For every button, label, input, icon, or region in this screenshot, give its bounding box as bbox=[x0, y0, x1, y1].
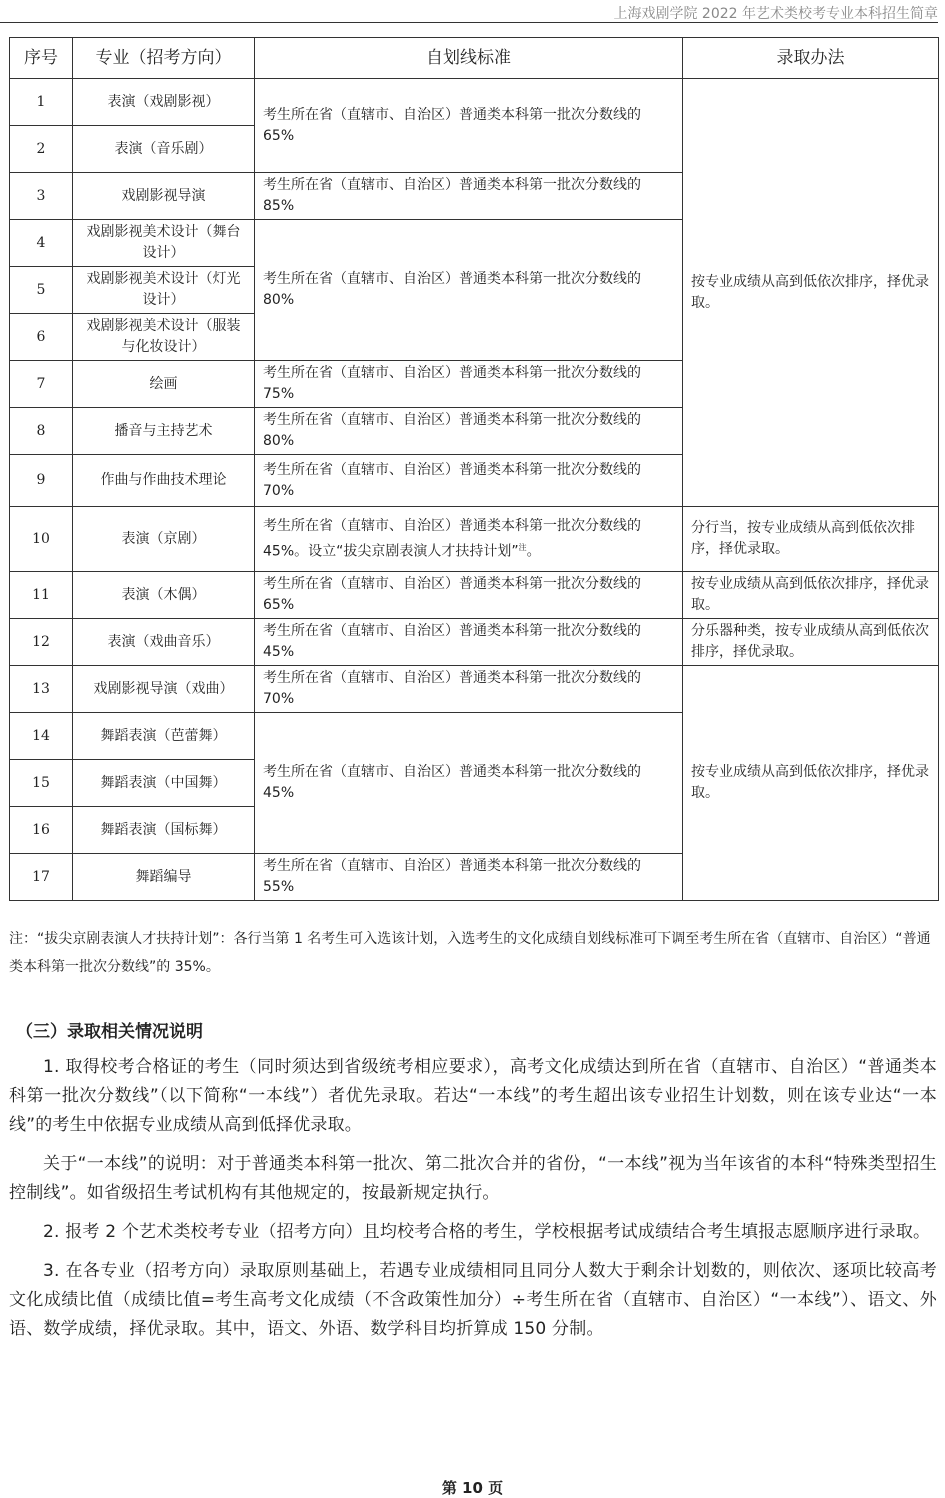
header-no: 序号 bbox=[10, 38, 73, 79]
row-no: 4 bbox=[10, 220, 73, 267]
row-no: 6 bbox=[10, 314, 73, 361]
row-standard: 考生所在省（直辖市、自治区）普通类本科第一批次分数线的 85% bbox=[255, 173, 683, 220]
row-no: 2 bbox=[10, 126, 73, 173]
section-body bbox=[9, 1053, 937, 1354]
row-standard: 考生所在省（直辖市、自治区）普通类本科第一批次分数线的 75% bbox=[255, 361, 683, 408]
paragraph: 2. 报考 2 个艺术类校考专业（招考方向）且均校考合格的考生，学校根据考试成绩结合考生填报志愿顺序进行录取。 bbox=[43, 1222, 931, 1242]
page-header bbox=[0, 0, 938, 23]
row-major: 戏剧影视美术设计（灯光设计） bbox=[73, 267, 255, 314]
row-major: 戏剧影视美术设计（舞台设计） bbox=[73, 220, 255, 267]
row-major: 舞蹈表演（国标舞） bbox=[73, 807, 255, 854]
standard-text: 考生所在省（直辖市、自治区）普通类本科第一批次分数线的 45%。设立“拔尖京剧表演人才扶持计划” bbox=[263, 517, 641, 560]
row-major: 戏剧影视导演（戏曲） bbox=[73, 666, 255, 713]
table-row bbox=[10, 572, 939, 619]
row-no: 5 bbox=[10, 267, 73, 314]
header-major: 专业（招考方向） bbox=[73, 38, 255, 79]
row-no: 10 bbox=[10, 507, 73, 572]
row-standard: 考生所在省（直辖市、自治区）普通类本科第一批次分数线的 80% bbox=[255, 408, 683, 455]
admission-table bbox=[9, 37, 939, 901]
row-no: 11 bbox=[10, 572, 73, 619]
row-standard bbox=[255, 507, 683, 572]
paragraph: 1. 取得校考合格证的考生（同时须达到省级统考相应要求），高考文化成绩达到所在省（直辖市、自治区）“普通类本科第一批次分数线”（以下简称“一本线”）者优先录取。若达“一本线”的考生超出该专业招生计划数，则在该专业达“一本线”的考生中依据专业成绩从高到低择优录取。 bbox=[9, 1057, 937, 1135]
row-major: 表演（戏曲音乐） bbox=[73, 619, 255, 666]
row-method: 按专业成绩从高到低依次排序，择优录取。 bbox=[683, 572, 939, 619]
table-row bbox=[10, 507, 939, 572]
table-note: 注：“拔尖京剧表演人才扶持计划”：各行当第 1 名考生可入选该计划，入选考生的文化成绩自划线标准可下调至考生所在省（直辖市、自治区）“普通类本科第一批次分数线”的 35%。 bbox=[9, 931, 931, 975]
row-standard: 考生所在省（直辖市、自治区）普通类本科第一批次分数线的 80% bbox=[255, 220, 683, 361]
row-major: 戏剧影视美术设计（服装与化妆设计） bbox=[73, 314, 255, 361]
row-method: 分行当，按专业成绩从高到低依次排序，择优录取。 bbox=[683, 507, 939, 572]
row-no: 16 bbox=[10, 807, 73, 854]
header-method: 录取办法 bbox=[683, 38, 939, 79]
row-method: 按专业成绩从高到低依次排序，择优录取。 bbox=[683, 666, 939, 901]
section-title: （三）录取相关情况说明 bbox=[16, 1022, 203, 1042]
row-no: 13 bbox=[10, 666, 73, 713]
row-major: 表演（木偶） bbox=[73, 572, 255, 619]
table-row bbox=[10, 666, 939, 713]
page-number: 第 10 页 bbox=[441, 1479, 504, 1497]
table-header-row bbox=[10, 38, 939, 79]
row-no: 3 bbox=[10, 173, 73, 220]
row-major: 表演（音乐剧） bbox=[73, 126, 255, 173]
row-major: 播音与主持艺术 bbox=[73, 408, 255, 455]
row-standard: 考生所在省（直辖市、自治区）普通类本科第一批次分数线的 55% bbox=[255, 854, 683, 901]
table-row bbox=[10, 619, 939, 666]
row-major: 作曲与作曲技术理论 bbox=[73, 455, 255, 507]
row-no: 14 bbox=[10, 713, 73, 760]
row-major: 绘画 bbox=[73, 361, 255, 408]
row-major: 表演（戏剧影视） bbox=[73, 79, 255, 126]
header-standard: 自划线标准 bbox=[255, 38, 683, 79]
standard-text-end: 。 bbox=[526, 543, 541, 560]
row-no: 17 bbox=[10, 854, 73, 901]
row-major: 戏剧影视导演 bbox=[73, 173, 255, 220]
row-standard: 考生所在省（直辖市、自治区）普通类本科第一批次分数线的 45% bbox=[255, 619, 683, 666]
row-standard: 考生所在省（直辖市、自治区）普通类本科第一批次分数线的 45% bbox=[255, 713, 683, 854]
row-method: 分乐器种类，按专业成绩从高到低依次排序，择优录取。 bbox=[683, 619, 939, 666]
row-major: 舞蹈编导 bbox=[73, 854, 255, 901]
row-major: 舞蹈表演（芭蕾舞） bbox=[73, 713, 255, 760]
row-no: 9 bbox=[10, 455, 73, 507]
row-no: 12 bbox=[10, 619, 73, 666]
paragraph: 关于“一本线”的说明：对于普通类本科第一批次、第二批次合并的省份，“一本线”视为当年该省的本科“特殊类型招生控制线”。如省级招生考试机构有其他规定的，按最新规定执行。 bbox=[9, 1154, 937, 1203]
row-no: 7 bbox=[10, 361, 73, 408]
row-no: 8 bbox=[10, 408, 73, 455]
row-method: 按专业成绩从高到低依次排序，择优录取。 bbox=[683, 79, 939, 507]
row-major: 表演（京剧） bbox=[73, 507, 255, 572]
table-row bbox=[10, 79, 939, 126]
row-standard: 考生所在省（直辖市、自治区）普通类本科第一批次分数线的 65% bbox=[255, 79, 683, 173]
row-major: 舞蹈表演（中国舞） bbox=[73, 760, 255, 807]
row-no: 15 bbox=[10, 760, 73, 807]
paragraph: 3. 在各专业（招考方向）录取原则基础上，若遇专业成绩相同且同分人数大于剩余计划数的，则依次、逐项比较高考文化成绩比值（成绩比值=考生高考文化成绩（不含政策性加分）÷考生所在省（直辖市、自治区）“一本线”）、语文、外语、数学成绩，择优录取。其中，语文、外语、数学科目均折算成 150 分制。 bbox=[9, 1261, 937, 1339]
row-standard: 考生所在省（直辖市、自治区）普通类本科第一批次分数线的 70% bbox=[255, 666, 683, 713]
row-standard: 考生所在省（直辖市、自治区）普通类本科第一批次分数线的 70% bbox=[255, 455, 683, 507]
row-no: 1 bbox=[10, 79, 73, 126]
note-mark: 注 bbox=[518, 542, 527, 552]
header-title: 上海戏剧学院 2022 年艺术类校考专业本科招生简章 bbox=[613, 6, 938, 22]
row-standard: 考生所在省（直辖市、自治区）普通类本科第一批次分数线的 65% bbox=[255, 572, 683, 619]
